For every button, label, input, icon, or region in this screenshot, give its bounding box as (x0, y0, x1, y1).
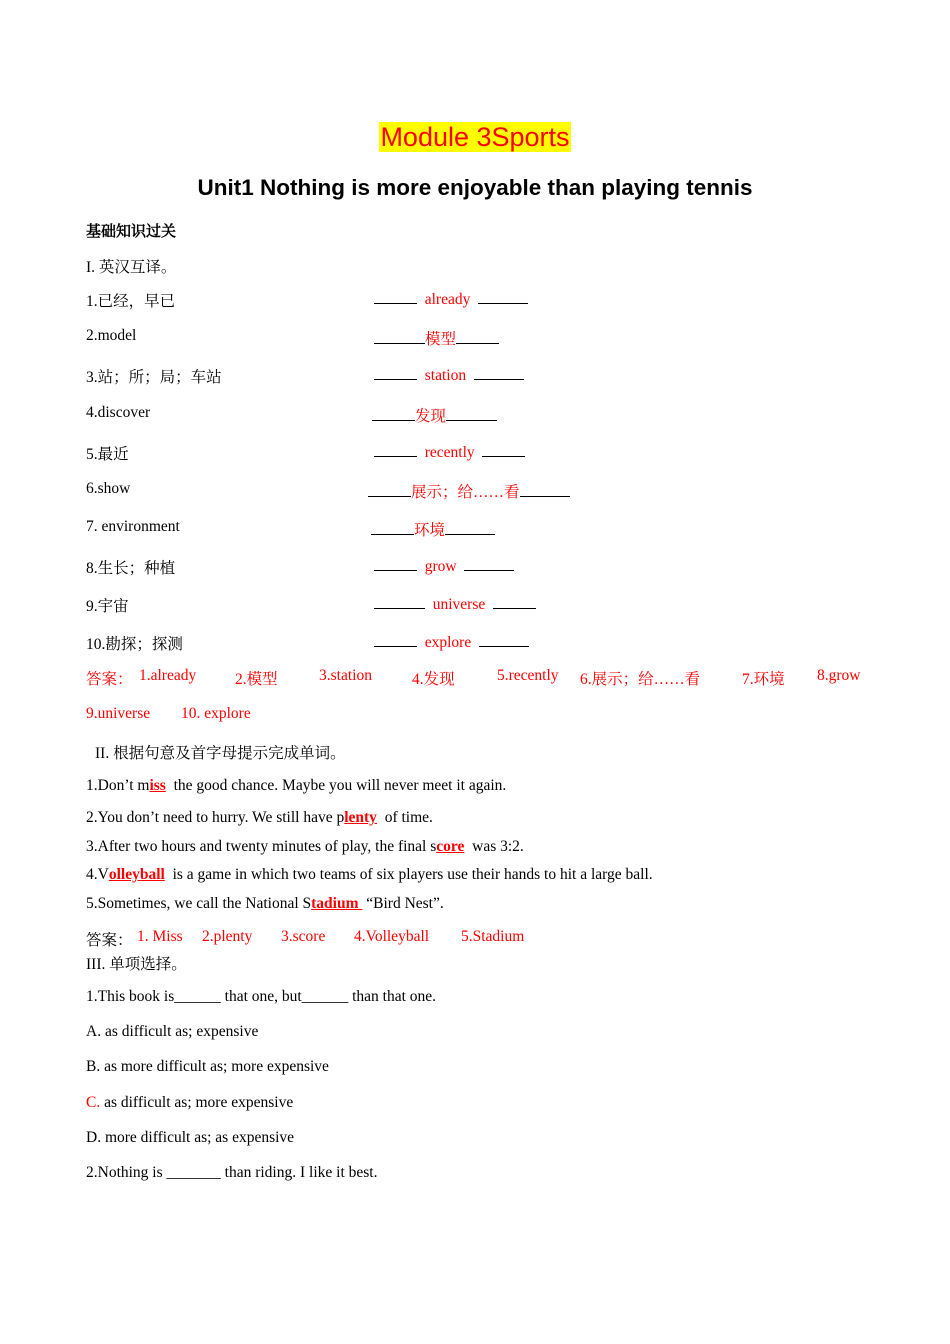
part2-answer-key (0, 928, 950, 948)
vocab-question: 6.show (86, 480, 131, 497)
vocab-question: 8.生长；种植 (86, 560, 176, 577)
vocab-question: 10.勘探；探测 (86, 636, 183, 653)
part3-heading: III. 单项选择。 (86, 956, 187, 973)
answer-item: 9.universe (86, 705, 151, 722)
answer-item: 5.Stadium (461, 928, 525, 945)
vocab-question: 4.discover (86, 404, 151, 421)
mc-question-2: 2.Nothing is _______ than riding. I like it best. (86, 1164, 378, 1181)
answer-label: 答案： (86, 671, 133, 688)
mc-option-a: A. as difficult as; expensive (86, 1023, 259, 1040)
vocab-question: 7. environment (86, 518, 180, 535)
vocab-answer: universe (374, 594, 536, 614)
answer-item: 3.station (319, 667, 372, 684)
fill-sentence: 5.Sometimes, we call the National Stadium “Bird Nest”. (86, 895, 444, 912)
vocab-answer: 环境 (371, 518, 495, 540)
answer-item: 5.recently (497, 667, 559, 684)
mc-option-d: D. more difficult as; as expensive (86, 1129, 295, 1146)
answer-item: 4.发现 (412, 671, 455, 688)
fill-sentence: 4.Volleyball is a game in which two teams of six players use their hands to hit a large ball. (86, 866, 653, 883)
vocab-answer: 发现 (372, 404, 497, 426)
vocab-answer: explore (374, 632, 529, 652)
fill-sentence: 1.Don’t miss the good chance. Maybe you will never meet it again. (86, 777, 507, 794)
answer-item: 10. explore (181, 705, 251, 722)
part1-heading: I. 英汉互译。 (86, 259, 177, 276)
unit-title: Unit1 Nothing is more enjoyable than playing tennis (197, 175, 753, 200)
answer-label: 答案： (86, 932, 133, 949)
vocab-question: 3.站；所；局；车站 (86, 369, 222, 386)
vocab-question: 1.已经，早已 (86, 293, 176, 310)
mc-option-c-correct: C. as difficult as; more expensive (86, 1094, 294, 1111)
answer-item: 6.展示；给……看 (580, 671, 701, 688)
part2-heading: II. 根据句意及首字母提示完成单词。 (95, 745, 346, 762)
answer-item: 8.grow (817, 667, 861, 684)
answer-item: 3.score (281, 928, 326, 945)
module-title: Module 3Sports (380, 122, 570, 152)
vocab-question: 2.model (86, 327, 137, 344)
mc-option-b: B. as more difficult as; more expensive (86, 1058, 329, 1075)
answer-item: 4.Volleyball (354, 928, 430, 945)
fill-sentence: 3.After two hours and twenty minutes of play, the final score was 3:2. (86, 838, 524, 855)
fill-sentence: 2.You don’t need to hurry. We still have plenty of time. (86, 809, 433, 826)
mc-question-1: 1.This book is______ that one, but______ than that one. (86, 988, 437, 1005)
answer-item: 1.already (139, 667, 197, 684)
answer-item: 2.plenty (202, 928, 253, 945)
answer-item: 1. Miss (137, 928, 183, 945)
vocab-answer: 展示；给……看 (368, 480, 570, 502)
part1-answer-key-cont (0, 705, 950, 725)
vocab-question: 9.宇宙 (86, 598, 129, 615)
vocab-answer: 模型 (374, 327, 499, 349)
part1-answer-key (0, 667, 950, 687)
vocab-answer: already (374, 289, 528, 309)
vocab-answer: recently (374, 442, 525, 462)
answer-item: 7.环境 (742, 671, 785, 688)
answer-item: 2.模型 (235, 671, 278, 688)
vocab-answer: station (374, 365, 524, 385)
section-heading: 基础知识过关 (86, 222, 177, 240)
vocab-question: 5.最近 (86, 446, 129, 463)
vocab-answer: grow (374, 556, 514, 576)
